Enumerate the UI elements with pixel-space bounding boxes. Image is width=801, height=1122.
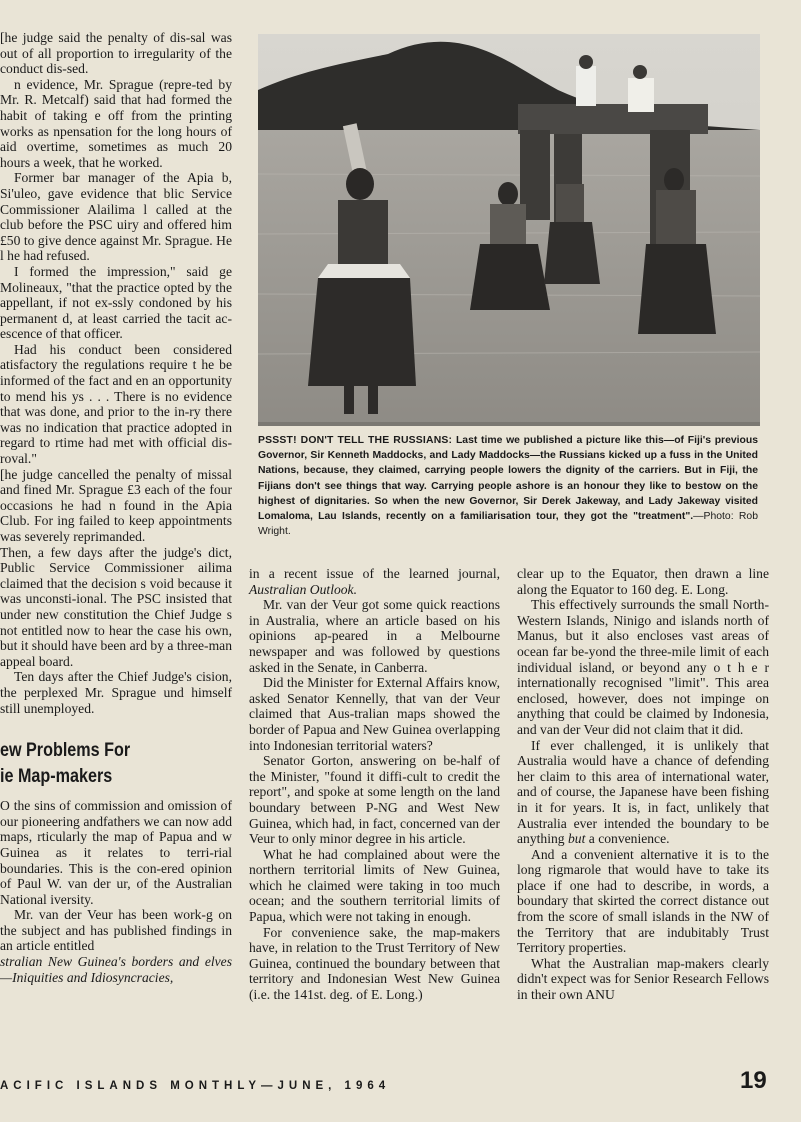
- paragraph: O the sins of commission and omission of our pioneering andfathers we can now add maps, rticularly the map of Papua and w Guinea as it relates to terri-rial boundaries. This is the con-ered opinion of Paul W. van der ur, of the Australian National iversity.: [0, 798, 232, 907]
- paragraph-italic: [0, 954, 232, 985]
- paragraph: [he judge cancelled the penalty of missal and fined Mr. Sprague £3 each of the four occasions he had n found in the Apia Club. For ing failed to keep appointments was severely reprimanded.: [0, 466, 232, 544]
- paragraph: clear up to the Equator, then drawn a line along the Equator to 160 deg. E. Long.: [517, 566, 769, 597]
- italic-title: stralian New Guinea's borders and elves—Iniquities and Idiosyncracies,: [0, 954, 232, 985]
- heading-line-1: ew Problems For: [0, 740, 131, 762]
- running-footer: ACIFIC ISLANDS MONTHLY—JUNE, 1964: [0, 1080, 391, 1092]
- paragraph: I formed the impression," said ge Molineaux, "that the practice opted by the appellant, if not ex-ssly condoned by his permanent d, at least carried the tacit ac-escence of that officer.: [0, 263, 232, 342]
- paragraph-text: If ever challenged, it is unlikely that Australia would have a chance of defending her claim to this area of international water, and of course, the Japanese have been fishing in it for years. It is, in fact, unlikely that Australia ever intended the boundary to be anything: [517, 737, 769, 847]
- caption-title: PSSST! DON'T TELL THE RUSSIANS:: [258, 435, 453, 446]
- caption-text: Last time we published a picture like this—of Fiji's previous Governor, Sir Kenneth Maddocks, and Lady Maddocks—the Russians kicked up a fuss in the United Nations, because, they claimed, carrying people lowers the dignity of the carriers. But in Fiji, the Fijians don't see things that way. Carrying people ashore is an honour they like to bestow on the highest of dignitaries. So when the new Governor, Sir Derek Jakeway, and Lady Jakeway visited Lomaloma, Lau Islands, recently on a familiarisation tour, they got the "treatment".: [258, 435, 758, 523]
- paragraph: n evidence, Mr. Sprague (repre-ted by Mr. R. Metcalf) said that had formed the habit of taking e off from the printing works as npensation for the long hours of aid overtime, sometimes as much 20 hours a week, that he worked.: [0, 76, 232, 170]
- paragraph: Did the Minister for External Affairs know, asked Senator Kennelly, that van der Veur claimed that Aus-tralian maps showed the border of Papua and New Guinea overlapping into Indonesian territorial waters?: [249, 675, 500, 753]
- article-heading: [0, 738, 197, 790]
- journal-title: Australian Outlook.: [249, 581, 357, 597]
- paragraph: [he judge said the penalty of dis-sal was out of all proportion to irregularity of the conduct dis-sed.: [0, 30, 232, 77]
- paragraph: Then, a few days after the judge's dict, Public Service Commissioner ailima claimed that the decision s void because it was unconsti-ional. The PSC insisted that under new constitution the Chief Judge s not entitled now to hear the case his own, but it should have been ard by a three-man appeal board.: [0, 544, 232, 669]
- paragraph: What he had complained about were the northern territorial limits of New Guinea, which he claimed were taking in too much ocean; and the southern territorial limits of Papua, which were not taking in enough.: [249, 846, 500, 925]
- paragraph: Ten days after the Chief Judge's cision, the perplexed Mr. Sprague und himself still unemployed.: [0, 669, 232, 716]
- lead-text: in a recent issue of the learned journal,: [249, 566, 500, 581]
- article-column-left: [0, 30, 232, 985]
- photo-caption: [258, 433, 758, 539]
- photo-governor-carried-ashore: [258, 34, 760, 426]
- paragraph: Had his conduct been considered atisfactory the regulations require t he be informed of the fact and en an opportunity to mend his ys . . . There is no evidence that was done, and prior to the in-ry there was no indication that practice adopted in regard to rtime had met with official dis-roval.": [0, 341, 232, 467]
- paragraph: What the Australian map-makers clearly didn't expect was for Senior Research Fellows in their own ANU: [517, 955, 769, 1003]
- paragraph: For convenience sake, the map-makers have, in relation to the Trust Territory of New Guinea, continued the boundary between that territory and Indonesian West New Guinea (i.e. the 141st. deg. of E. Long.): [249, 924, 500, 1003]
- paragraph: This effectively surrounds the small North-Western Islands, Ninigo and islands north of Manus, but it also encloses vast areas of ocean far be-yond the three-mile limit of each individual island, or beyond any o t h e r internationally recognised "limit". This area enclosed, however, does not impinge on anything that could be claimed by Indonesia, and van der Veur did not claim that it did.: [517, 597, 769, 737]
- paragraph: [249, 566, 500, 597]
- emphasis: but: [567, 831, 586, 847]
- page-number: 19: [740, 1067, 767, 1094]
- paragraph-text-end: a convenience.: [588, 831, 670, 847]
- photo-credit: —Photo: Rob Wright.: [258, 511, 758, 538]
- paragraph: Senator Gorton, answering on be-half of the Minister, "found it diffi-cult to credit the report", and spoke at some length on the land boundary between P-NG and West New Guinea, which had, in fact, concerned van der Veur to only minor degree in his article.: [249, 753, 500, 847]
- article-column-middle: [249, 566, 500, 1003]
- paragraph: Former bar manager of the Apia b, Si'uleo, gave evidence that blic Service Commissioner Alailima l called at the club before the PSC uiry and offered him £50 to give dence against Mr. Sprague. He l he had refused.: [0, 170, 232, 264]
- heading-line-2: ie Map-makers: [0, 766, 113, 788]
- paragraph: Mr. van der Veur has been work-g on the subject and has published findings in an article entitled: [0, 907, 232, 954]
- paragraph: And a convenient alternative it is to the long rigmarole that would have to take its place if one had to describe, in words, a boundary that skirted the correct distance out from the score of small islands in the NW of the Territory that are indubitably Trust Territory properties.: [517, 846, 769, 956]
- paragraph: [517, 738, 769, 847]
- paragraph: Mr. van der Veur got some quick reactions in Australia, where an article based on his opinions ap-peared in a Melbourne newspaper and was followed by questions asked in the Senate, in Canberra.: [249, 597, 500, 675]
- photo-image: [258, 34, 760, 426]
- article-column-right: [517, 566, 769, 1003]
